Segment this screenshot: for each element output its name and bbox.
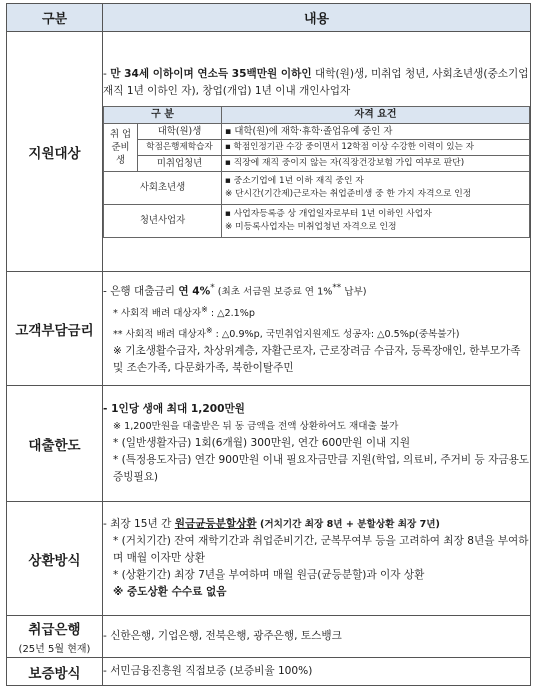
repay-line3: * (상환기간) 최장 7년을 부여하며 매월 원금(균등분할)과 이자 상환 — [113, 569, 425, 581]
rate-line4: ※ 기초생활수급자, 차상위계층, 자활근로자, 근로장려금 수급자, 등록장애인, 한부모가족 및 조손가족, 다문화가족, 북한이탈주민 — [113, 344, 521, 374]
eligibility-row-name: 학점은행제학습자 — [138, 139, 222, 155]
eligibility-table — [103, 106, 530, 238]
header-content: 내용 — [103, 4, 531, 32]
limit-line2: ※ 1,200만원을 대출받은 뒤 동 금액을 전액 상환하여도 재대출 불가 — [113, 421, 399, 432]
content-repay — [103, 502, 531, 616]
eligibility-row-biz-name: 청년사업자 — [104, 204, 222, 237]
header-row — [7, 4, 531, 32]
loan-info-table — [6, 3, 531, 686]
label-limit: 대출한도 — [7, 386, 103, 502]
repay-line2: * (거치기간) 잔여 재학기간과 취업준비기간, 군복무여부 등을 고려하여 최장 8년을 부여하며 매월 이자만 상환 — [113, 535, 529, 564]
eligibility-row-social-name: 사회초년생 — [104, 171, 222, 204]
row-rate — [7, 272, 531, 386]
repay-line1: - 최장 15년 간 원금균등분할상환 (거치기간 최장 8년 + 분할상환 최장 7년) — [103, 518, 440, 530]
content-limit — [103, 386, 531, 502]
target-intro: - 만 34세 이하이며 연소득 35백만원 이하인 대학(원)생, 미취업 청년, 사회초년생(중소기업 재직 1년 이하인 자), 창업(개업) 1년 이내 개인사업자 — [103, 67, 529, 97]
content-bank: - 신한은행, 기업은행, 전북은행, 광주은행, 토스뱅크 — [103, 616, 531, 658]
limit-line3: * (일반생활자금) 1회(6개월) 300만원, 연간 600만원 이내 지원 — [113, 437, 411, 449]
content-rate — [103, 272, 531, 386]
label-rate: 고객부담금리 — [7, 272, 103, 386]
content-guarantee: - 서민금융진흥원 직접보증 (보증비율 100%) — [103, 658, 531, 686]
row-target — [7, 32, 531, 272]
rate-line1: - 은행 대출금리 연 4%* (최초 서금원 보증료 연 1%** 납부) — [103, 283, 367, 298]
row-bank — [7, 616, 531, 658]
eligibility-row-biz-desc: ▪ 사업자등록증 상 개업일자로부터 1년 이하인 사업자 ※ 미등록사업자는 미취업청년 자격으로 인정 — [222, 204, 530, 237]
eligibility-header-category: 구 분 — [104, 106, 222, 123]
row-repay — [7, 502, 531, 616]
eligibility-row-desc: ▪ 직장에 재직 중이지 않는 자(직장건강보험 가입 여부로 판단) — [222, 155, 530, 171]
rate-line2: * 사회적 배려 대상자※ : △2.1%p — [113, 304, 255, 319]
eligibility-row-name: 대학(원)생 — [138, 123, 222, 139]
limit-line1: - 1인당 생애 최대 1,200만원 — [103, 403, 245, 415]
eligibility-row-name: 미취업청년 — [138, 155, 222, 171]
eligibility-header-requirement: 자격 요건 — [222, 106, 530, 123]
label-repay: 상환방식 — [7, 502, 103, 616]
row-guarantee — [7, 658, 531, 686]
eligibility-group-job-seeker: 취 업 준비생 — [104, 123, 138, 171]
label-bank: 취급은행 (25년 5월 현재) — [7, 616, 103, 658]
content-target — [103, 32, 531, 272]
rate-line3: ** 사회적 배려 대상자※ : △0.9%p, 국민취업지원제도 성공자: △0.5%p(중복불가) — [113, 325, 460, 340]
repay-line4: ※ 중도상환 수수료 없음 — [113, 586, 227, 598]
label-target: 지원대상 — [7, 32, 103, 272]
eligibility-row-social-desc: ▪ 중소기업에 1년 이하 재직 중인 자 ※ 단시간(기간제)근로자는 취업준비생 중 한 가지 자격으로 인정 — [222, 171, 530, 204]
row-limit — [7, 386, 531, 502]
eligibility-row-desc: ▪ 대학(원)에 재학·휴학·졸업유예 중인 자 — [222, 123, 530, 139]
limit-line4: * (특정용도자금) 연간 900만원 이내 필요자금만큼 지원(학업, 의료비, 주거비 등 자금용도 증빙필요) — [113, 454, 530, 483]
header-category: 구분 — [7, 4, 103, 32]
eligibility-row-desc: ▪ 학점인정기관 수강 중이면서 12학점 이상 수강한 이력이 있는 자 — [222, 139, 530, 155]
label-guarantee: 보증방식 — [7, 658, 103, 686]
